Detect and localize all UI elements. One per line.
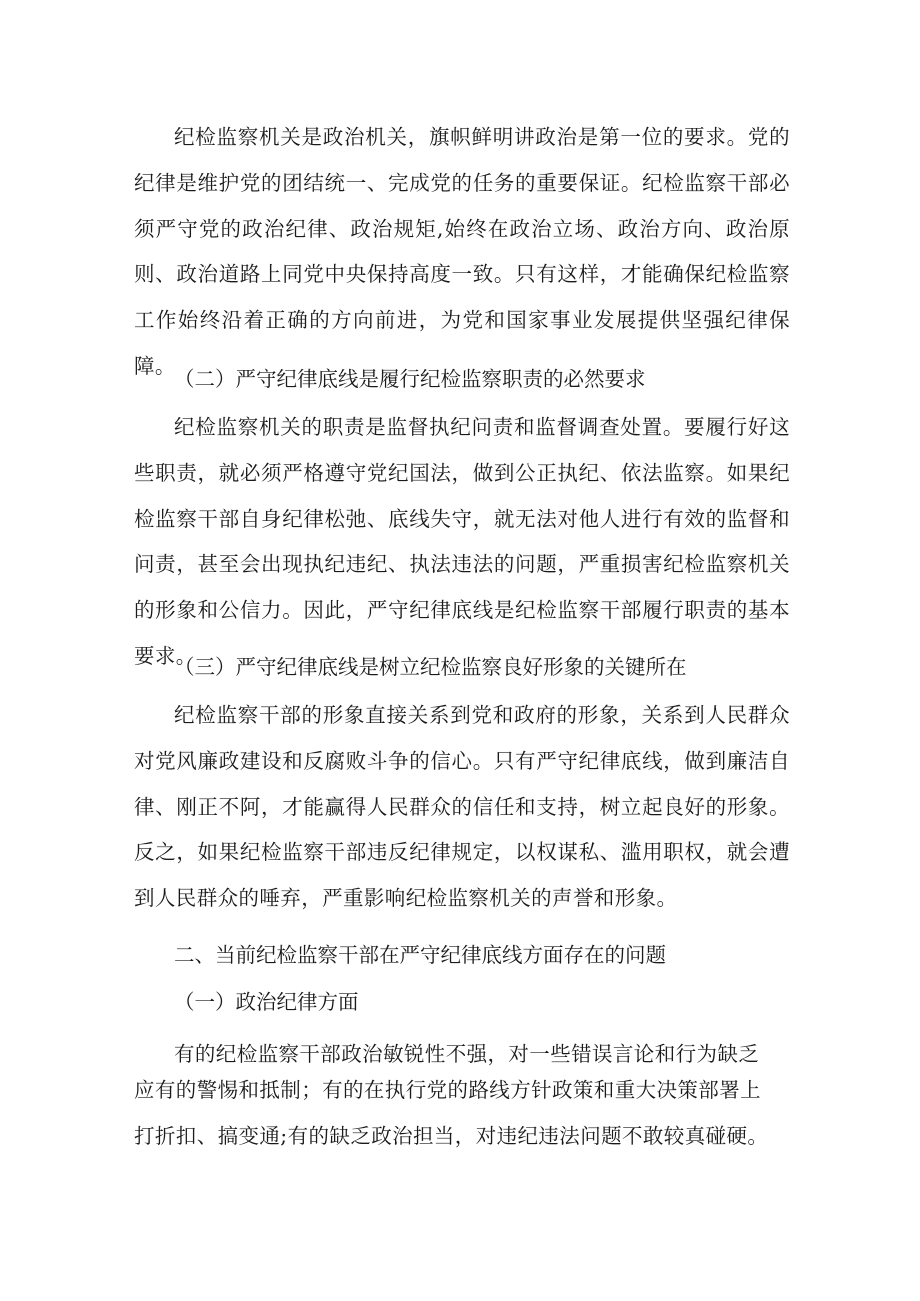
- heading-2: （二）严守纪律底线是履行纪检监察职责的必然要求: [174, 367, 646, 391]
- paragraph-4-line-1: 有的纪检监察干部政治敏锐性不强，对一些错误言论和行为缺乏: [174, 1042, 760, 1066]
- paragraph-4-line-2: 应有的警惕和抵制；有的在执行党的路线方针政策和重大决策部署上: [134, 1078, 761, 1102]
- section-heading-2: 二、当前纪检监察干部在严守纪律底线方面存在的问题: [174, 943, 666, 967]
- paragraph-4-line-3: 打折扣、搞变通;有的缺乏政治担当，对违纪违法问题不敢较真碰硬。: [134, 1124, 769, 1148]
- subheading-political-discipline: （一）政治纪律方面: [174, 990, 359, 1014]
- heading-3: （三）严守纪律底线是树立纪检监察良好形象的关键所在: [174, 655, 687, 679]
- paragraph-2: 纪检监察机关的职责是监督执纪问责和监督调查处置。要履行好这些职责，就必须严格遵守党纪国法，做到公正执纪、依法监察。如果纪检监察干部自身纪律松弛、底线失守，就无法对他人进行有效的监督和问责，甚至会出现执纪违纪、执法违法的问题，严重损害纪检监察机关的形象和公信力。因此，严守纪律底线是纪检监察干部履行职责的基本要求。: [134, 415, 790, 668]
- paragraph-3: 纪检监察干部的形象直接关系到党和政府的形象，关系到人民群众对党风廉政建设和反腐败斗争的信心。只有严守纪律底线，做到廉洁自律、刚正不阿，才能赢得人民群众的信任和支持，树立起良好的形象。反之，如果纪检监察干部违反纪律规定，以权谋私、滥用职权，就会遭到人民群众的唾弃，严重影响纪检监察机关的声誉和形象。: [134, 703, 790, 911]
- paragraph-1: 纪检监察机关是政治机关，旗帜鲜明讲政治是第一位的要求。党的纪律是维护党的团结统一、完成党的任务的重要保证。纪检监察干部必须严守党的政治纪律、政治规矩,始终在政治立场、政治方向、政治原则、政治道路上同党中央保持高度一致。只有这样，才能确保纪检监察工作始终沿着正确的方向前进，为党和国家事业发展提供坚强纪律保障。: [134, 125, 790, 378]
